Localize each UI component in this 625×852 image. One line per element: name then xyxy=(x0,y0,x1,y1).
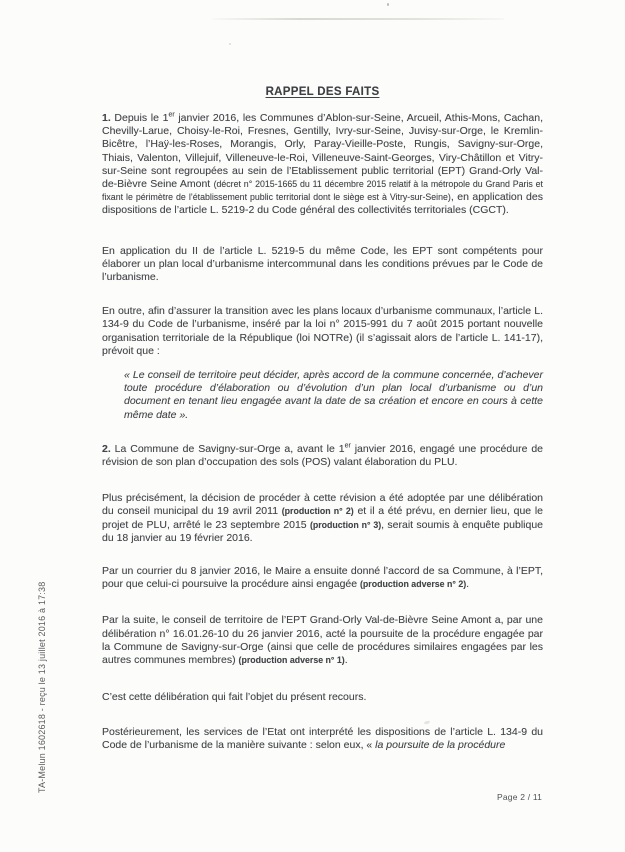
quoted-phrase: la poursuite de la procédure xyxy=(375,738,506,751)
paragraph-9 xyxy=(102,726,543,752)
ordinal-superscript: er xyxy=(344,442,351,450)
court-receipt-stamp: TA-Melun 1602618 - reçu le 13 juillet 2016 à 17:38 xyxy=(37,581,47,793)
text-segment: Postérieurement, les services de l’Etat ont interprété les dispositions de l’article L. 134-9 du Code de l’urbanisme de la manière suivante : selon eux, « xyxy=(102,725,543,751)
paragraph-6 xyxy=(102,565,543,591)
paragraph-3 xyxy=(102,305,543,358)
production-reference: (production adverse n° 1) xyxy=(238,655,345,666)
section-heading: RAPPEL DES FAITS xyxy=(265,86,380,98)
text-segment: La Commune de Savigny-sur-Orge a, avant le 1 xyxy=(110,442,345,455)
production-reference: (production n° 3) xyxy=(309,519,382,530)
text-segment: C’est cette délibération qui fait l’objet du présent recours. xyxy=(102,691,367,704)
text-segment: Par la suite, le conseil de territoire de l’EPT Grand-Orly Val-de-Bièvre Seine Amont a, par une délibération n° 16.01.26-10 du 26 janvier 2016, acté la poursuite de la procédure engagée par la Commune de Savigny-sur-Orge (ainsi que celle de procédures similaires engagées par les autres communes membres) xyxy=(102,614,543,667)
decree-reference-note: (décret n° 2015-1665 du 11 décembre 2015 relatif à la métropole du Grand Paris et fixant le périmètre de l’établissement public territorial dont le siège est à Vitry-sur-Seine) xyxy=(102,179,543,203)
paragraph-4 xyxy=(102,443,543,469)
quote-text: « Le conseil de territoire peut décider, après accord de la commune concernée, d’achever toute procédure d’élaboration ou d’évolution d’un plan local d’urbanisme ou d’un document en tenant lieu engagée avant la date de sa création et encore en cours à cette même date ». xyxy=(124,369,543,421)
paragraph-number: 1. xyxy=(102,112,111,124)
paragraph-8 xyxy=(102,691,543,704)
text-segment: Depuis le 1 xyxy=(110,112,169,124)
text-segment: Par un courrier du 8 janvier 2016, le Maire a ensuite donné l’accord de sa Commune, à l’EPT, pour que celui-ci poursuive la procédure ainsi engagée xyxy=(102,565,543,591)
paragraph-5 xyxy=(102,492,543,545)
text-segment: . xyxy=(466,578,470,591)
text-segment: En application du II de l’article L. 5219-5 du même Code, les EPT sont compétents pour élaborer un plan local d’urbanisme intercommunal dans les conditions prévues par le Code de l’urbanisme. xyxy=(102,244,543,284)
page-number: Page 2 / 11 xyxy=(497,792,543,802)
text-segment: janvier 2016, engagé une procédure de révision de son plan d’occupation des sols (POS) valant élaboration du PLU. xyxy=(102,442,543,469)
text-segment: et il a été prévu, en dernier lieu, que le projet de PLU, arrêté le 23 septembre 2015 xyxy=(102,505,544,531)
production-reference: (production adverse n° 2) xyxy=(360,579,467,590)
legal-quote-block xyxy=(124,369,543,422)
paragraph-1 xyxy=(102,112,543,218)
ordinal-superscript: er xyxy=(168,111,175,119)
production-reference: (production n° 2) xyxy=(281,506,354,517)
paragraph-2 xyxy=(102,245,543,285)
paragraph-number: 2. xyxy=(102,442,111,455)
document-body xyxy=(102,0,543,752)
text-segment: , serait soumis à enquête publique du 18 janvier au 19 février 2016. xyxy=(102,518,544,544)
paragraph-7 xyxy=(102,614,543,667)
text-segment: , en application des dispositions de l’article L. 5219-2 du Code général des collectivités territoriales (CGCT). xyxy=(102,191,543,217)
text-segment: Plus précisément, la décision de procéder à cette révision a été adoptée par une délibération du conseil municipal du 19 avril 2011 xyxy=(102,492,543,518)
text-segment: . xyxy=(344,654,348,667)
text-segment: En outre, afin d’assurer la transition avec les plans locaux d’urbanisme communaux, l’article L. 134-9 du Code de l’urbanisme, inséré par la loi n° 2015-991 du 7 août 2015 portant nouvelle organisation territoriale de la République (loi NOTRe) (il s’agissait alors de l’article L. 141-17), prévoit que : xyxy=(102,305,543,357)
text-segment: janvier 2016, les Communes d’Ablon-sur-Seine, Arcueil, Athis-Mons, Cachan, Chevilly-Larue, Choisy-le-Roi, Fresnes, Gentilly, Ivry-sur-Seine, Juvisy-sur-Orge, le Kremlin-Bicêtre, l’Haÿ-les-Roses, Morangis, Orly, Paray-Vieille-Poste, Rungis, Savigny-sur-Orge, Thiais, Valenton, Villejuif, Villeneuve-le-Roi, Villeneuve-Saint-Georges, Viry-Châtillon et Vitry-sur-Seine sont regroupées au sein de l’Etablissement public territorial (EPT) Grand-Orly Val-de-Bièvre Seine Amont xyxy=(102,112,543,191)
